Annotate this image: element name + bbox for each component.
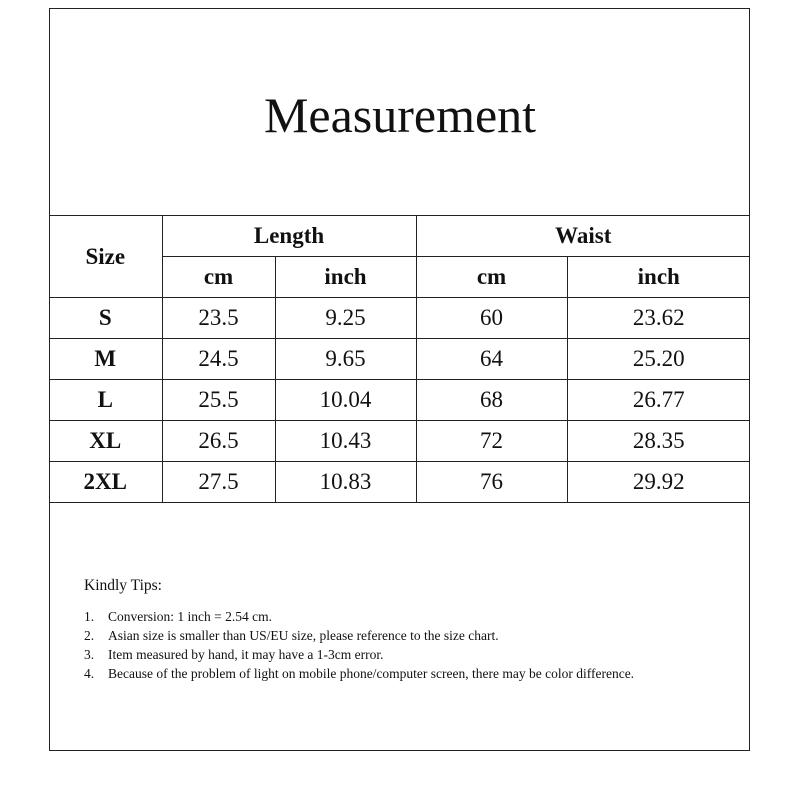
waist-inch-cell: 23.62: [567, 298, 750, 339]
tip-number: 3.: [84, 647, 95, 662]
table-header-row: [49, 216, 750, 257]
waist-inch-cell: 28.35: [567, 421, 750, 462]
waist-inch-cell: 29.92: [567, 462, 750, 503]
size-chart-table: [49, 215, 750, 503]
size-cell: XL: [49, 421, 162, 462]
waist-cm-cell: 64: [416, 339, 567, 380]
size-cell: S: [49, 298, 162, 339]
tips-heading: Kindly Tips:: [84, 577, 162, 594]
table-row: [49, 339, 750, 380]
length-cm-cell: 27.5: [162, 462, 275, 503]
length-inch-header: inch: [275, 257, 416, 298]
table-row: [49, 462, 750, 503]
length-inch-cell: 9.65: [275, 339, 416, 380]
tip-item: [84, 645, 684, 664]
tip-item: [84, 626, 684, 645]
waist-inch-header: inch: [567, 257, 750, 298]
tip-text: Asian size is smaller than US/EU size, please reference to the size chart.: [108, 628, 499, 643]
length-cm-cell: 24.5: [162, 339, 275, 380]
tip-text: Because of the problem of light on mobile phone/computer screen, there may be color difference.: [108, 666, 635, 681]
waist-group-header: Waist: [416, 216, 750, 257]
tip-number: 1.: [84, 609, 95, 624]
waist-cm-cell: 76: [416, 462, 567, 503]
tips-section: [84, 577, 684, 683]
waist-inch-cell: 26.77: [567, 380, 750, 421]
tip-number: 4.: [84, 666, 95, 681]
length-inch-cell: 10.83: [275, 462, 416, 503]
tip-item: [84, 607, 684, 626]
waist-cm-header: cm: [416, 257, 567, 298]
length-cm-header: cm: [162, 257, 275, 298]
waist-cm-cell: 72: [416, 421, 567, 462]
table-row: [49, 421, 750, 462]
tip-number: 2.: [84, 628, 95, 643]
table-row: [49, 380, 750, 421]
size-cell: M: [49, 339, 162, 380]
waist-cm-cell: 60: [416, 298, 567, 339]
waist-inch-cell: 25.20: [567, 339, 750, 380]
length-inch-cell: 10.43: [275, 421, 416, 462]
size-column-header: Size: [49, 216, 162, 298]
page-title: Measurement: [263, 87, 537, 143]
length-cm-cell: 23.5: [162, 298, 275, 339]
length-group-header: Length: [162, 216, 416, 257]
tip-text: Item measured by hand, it may have a 1-3cm error.: [108, 647, 384, 662]
length-cm-cell: 25.5: [162, 380, 275, 421]
size-cell: 2XL: [49, 462, 162, 503]
length-cm-cell: 26.5: [162, 421, 275, 462]
waist-cm-cell: 68: [416, 380, 567, 421]
length-inch-cell: 10.04: [275, 380, 416, 421]
length-inch-cell: 9.25: [275, 298, 416, 339]
tips-list: [84, 607, 684, 683]
tip-item: [84, 664, 684, 683]
table-row: [49, 298, 750, 339]
size-cell: L: [49, 380, 162, 421]
tip-text: Conversion: 1 inch = 2.54 cm.: [108, 609, 272, 624]
